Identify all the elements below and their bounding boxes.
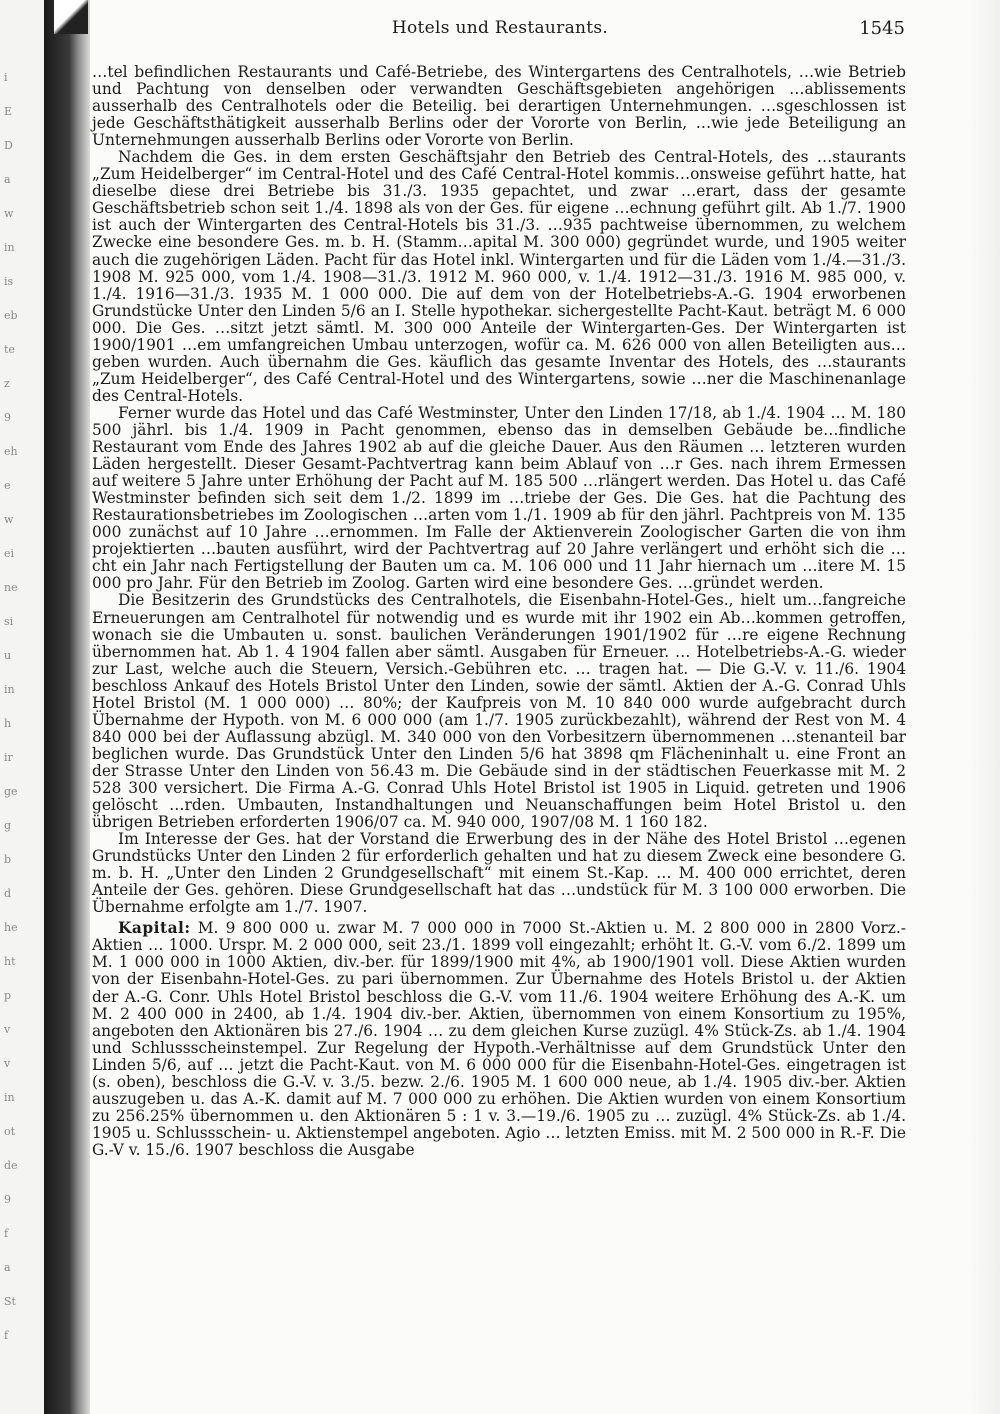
margin-fragment: f — [4, 1227, 9, 1240]
margin-fragment: v — [4, 1023, 11, 1036]
margin-fragment: h — [4, 717, 12, 730]
margin-fragment: w — [4, 513, 14, 526]
margin-fragment: ei — [4, 547, 15, 560]
kapital-text: M. 9 800 000 u. zwar M. 7 000 000 in 7000 St.-Aktien u. M. 2 800 000 in 2800 Vorz.-Aktien … 1000. Urspr. M. 2 000 000, seit 23./1. 1899 voll eingezahlt; erhöht lt. G.-V. vom 6./2. 1899 um M. 1 000 000 in 1000 Aktien, div.-ber. für 1899/1900 mit 4%, ab 1900/1901 voll. Diese Aktien wurden von der Eisenbahn-Hotel-Ges. zu pari übernommen. Zur Übernahme des Hotels Bristol u. der Aktien der A.-G. Conr. Uhls Hotel Bristol beschloss die G.-V. vom 11./6. 1904 weitere Erhöhung des A.-K. um M. 2 400 000 in 2400, ab 1./4. 1904 div.-ber. Aktien, übernommen von einem Konsortium zu 195%, angeboten den Aktionären bis 27./6. 1904 … zu dem gleichen Kurse zuzügl. 4% Stück-Zs. ab 1./4. 1904 und Schlussscheinstempel. Zur Regelung der Hypoth.-Verhältnisse auf dem Grundstück Unter den Linden 5/6, auf … jetzt die Pacht-Kaut. von M. 6 000 000 für die Eisenbahn-Hotel-Ges. eingetragen ist (s. oben), beschloss die G.-V. v. 3./5. bezw. 2./6. 1905 M. 1 600 000 neue, ab 1./4. 1905 div.-ber. Aktien auszugeben u. das A.-K. damit auf M. 7 000 000 zu erhöhen. Die Aktien wurden von einem Konsortium zu 256.25% übernommen u. den Aktionären 5 : 1 v. 3.—19./6. 1905 zu … zuzügl. 4% Stück-Zs. ab 1./4. 1905 u. Schlussschein- u. Aktienstempel angeboten. Agio … letzten Emiss. mit M. 2 500 000 in R.-F. Die G.-V v. 15./6. 1907 beschloss die Ausgabe — [92, 919, 906, 1159]
book-spine-shadow — [44, 0, 90, 1414]
margin-fragment: 9 — [4, 1193, 11, 1206]
margin-fragment: in — [4, 241, 15, 254]
margin-fragment: ge — [4, 785, 18, 798]
facing-page-margin — [0, 0, 44, 1414]
margin-fragment: ot — [4, 1125, 16, 1138]
margin-fragment: 9 — [4, 411, 11, 424]
paragraph-purpose: …tel befindlichen Restaurants und Café-Betriebe, des Wintergartens des Centralhotels, …wie Betrieb und Pachtung von denselben oder verwandten Geschäftsgebieten angehörigen …ablissements ausserhalb des Centralhotels oder die Beteilig. bei derartigen Unternehmungen. …sgeschlossen ist jede Geschäftsthätigkeit ausserhalb Berlins oder der Vororte von Berlin, …wie jede Beteiligung an Unternehmungen ausserhalb Berlins oder Vororte von Berlin. — [92, 63, 906, 150]
margin-fragment: g — [4, 819, 12, 832]
margin-fragment: f — [4, 1329, 9, 1342]
page-edge — [968, 0, 1000, 1414]
margin-fragment: in — [4, 683, 15, 696]
margin-fragment: i — [4, 71, 8, 84]
page-header — [95, 18, 905, 46]
margin-fragment: z — [4, 377, 10, 390]
margin-fragment: ht — [4, 955, 16, 968]
margin-fragment: eh — [4, 445, 18, 458]
margin-fragment: eb — [4, 309, 18, 322]
margin-fragment: a — [4, 1261, 11, 1274]
margin-fragment: e — [4, 479, 11, 492]
paragraph-bristol: Die Besitzerin des Grundstücks des Centralhotels, die Eisenbahn-Hotel-Ges., hielt um…fangreiche Erneuerungen am Centralhotel für notwendig und es wurde mit ihr 1902 ein Ab…kommen getroffen, wonach sie die Umbauten u. sonst. baulichen Veränderungen 1901/1902 für …re eigene Rechnung übernommen hat. Ab 1. 4 1904 fallen aber sämtl. Ausgaben für Erneuer. … Hotelbetriebs-A.-G. wieder zur Last, welche auch die Steuern, Versich.-Gebühren etc. … tragen hat. — Die G.-V. v. 11./6. 1904 beschloss Ankauf des Hotels Bristol Unter den Linden, sowie der sämtl. Aktien der A.-G. Conrad Uhls Hotel Bristol (M. 1 000 000) … 80%; der Kaufpreis von M. 10 840 000 wurde aufgebracht durch Übernahme der Hypoth. von M. 6 000 000 (am 1./7. 1905 zurückbezahlt), während der Rest von M. 4 840 000 bei der Auflassung abzügl. M. 340 000 von den Vorbesitzern übernommenen …stenanteil bar beglichen wurde. Das Grundstück Unter den Linden 5/6 hat 3898 qm Flächeninhalt u. eine Front an der Strasse Unter den Linden von 56.43 m. Die Gebäude sind in der städtischen Feuerkasse mit M. 2 528 300 versichert. Die Firma A.-G. Conrad Uhls Hotel Bristol ist 1905 in Liquid. getreten und 1906 gelöscht …rden. Umbauten, Instandhaltungen und Neuanschaffungen beim Hotel Bristol u. den übrigen Betrieben erforderten 1906/07 ca. M. 940 000, 1907/08 M. 1 160 182. — [92, 591, 906, 832]
paragraph-linden-2: Im Interesse der Ges. hat der Vorstand die Erwerbung des in der Nähe des Hotel Bristol …egenen Grundstücks Unter den Linden 2 für erforderlich gehalten und hat zu diesem Zweck eine besondere G. m. b. H. „Unter den Linden 2 Grundgesellschaft“ mit einem St.-Kap. … M. 400 000 errichtet, deren Anteile der Ges. gehören. Diese Grundgesellschaft hat das …undstück für M. 3 100 000 erworben. Die Übernahme erfolgte am 1./7. 1907. — [92, 830, 906, 917]
margin-fragment: St — [4, 1295, 16, 1308]
paragraph-kapital — [92, 920, 906, 1159]
margin-fragment: te — [4, 343, 15, 356]
margin-fragment: w — [4, 207, 14, 220]
running-title: Hotels und Restaurants. — [391, 18, 609, 38]
body-text — [92, 64, 906, 1159]
margin-fragment: a — [4, 173, 11, 186]
margin-fragment: b — [4, 853, 12, 866]
margin-fragment: is — [4, 275, 14, 288]
paragraph-central-hotel: Nachdem die Ges. in dem ersten Geschäftsjahr den Betrieb des Central-Hotels, des …staurants „Zum Heidelberger“ im Central-Hotel und des Café Central-Hotel kommis…onsweise geführt hatte, hat dieselbe diese drei Betriebe bis 31./3. 1935 gepachtet, und zwar …erart, dass der gesamte Geschäftsbetrieb schon seit 1./4. 1898 als von der Ges. für eigene …echnung geführt gilt. Ab 1./7. 1900 ist auch der Wintergarten des Central-Hotels bis 31./3. …935 pachtweise übernommen, zu welchem Zwecke eine besondere Ges. m. b. H. (Stamm…apital M. 300 000) gegründet wurde, und 1905 weiter auch die zugehörigen Läden. Pacht für das Hotel inkl. Wintergarten und für die Läden vom 1./4.—31./3. 1908 M. 925 000, vom 1./4. 1908—31./3. 1912 M. 960 000, v. 1./4. 1912—31./3. 1916 M. 985 000, v. 1./4. 1916—31./3. 1935 M. 1 000 000. Die auf dem von der Hotelbetriebs-A.-G. 1904 erworbenen Grundstücke Unter den Linden 5/6 an I. Stelle hypothekar. sichergestellte Pacht-Kaut. beträgt M. 6 000 000. Die Ges. …sitzt jetzt sämtl. M. 300 000 Anteile der Wintergarten-Ges. Der Wintergarten ist 1900/1901 …em umfangreichen Umbau unterzogen, wofür ca. M. 626 000 von allen Beteiligten aus…geben wurden. Auch übernahm die Ges. käuflich das gesamte Inventar des Hotels, des …staurants „Zum Heidelberger“, des Café Central-Hotel und des Wintergartens, sowie …ner die Maschinenanlage des Central-Hotels. — [92, 148, 906, 405]
paragraph-westminster: Ferner wurde das Hotel und das Café Westminster, Unter den Linden 17/18, ab 1./4. 1904 … M. 180 500 jährl. bis 1./4. 1909 in Pacht genommen, ebenso das in demselben Gebäude be…findliche Restaurant vom Ende des Jahres 1902 ab auf die gleiche Dauer. Aus den Räumen … letzteren wurden Läden hergestellt. Dieser Gesamt-Pachtvertrag kann beim Ablauf von …r Ges. nach ihrem Ermessen auf weitere 5 Jahre unter Erhöhung der Pacht auf M. 185 500 …rlängert werden. Das Hotel u. das Café Westminster befinden sich seit dem 1./2. 1899 im …triebe der Ges. Die Ges. hat die Pachtung des Restaurationsbetriebes im Zoologischen …arten vom 1./1. 1909 ab für den jährl. Pachtpreis von M. 135 000 zunächst auf 10 Jahre …ernommen. Im Falle der Aktienverein Zoologischer Garten die von ihm projektierten …bauten ausführt, wird der Pachtvertrag auf 20 Jahre verlängert und erhöht sich die …cht ein Jahr nach Fertigstellung der Bauten um ca. M. 106 000 und 11 Jahr hiernach um …itere M. 15 000 pro Jahr. Für den Betrieb im Zoolog. Garten wird eine besondere Ges. …gründet werden. — [92, 403, 906, 593]
margin-fragment: u — [4, 649, 12, 662]
margin-fragment: ir — [4, 751, 13, 764]
page-number: 1545 — [859, 18, 905, 39]
margin-fragment: si — [4, 615, 14, 628]
margin-fragment: d — [4, 887, 12, 900]
margin-fragment: p — [4, 989, 12, 1002]
margin-fragment: de — [4, 1159, 18, 1172]
margin-fragment: in — [4, 1091, 15, 1104]
margin-fragment: he — [4, 921, 18, 934]
folded-corner — [54, 0, 88, 34]
margin-fragment: v — [4, 1057, 11, 1070]
margin-fragment: D — [4, 139, 13, 152]
kapital-label: Kapital: — [118, 919, 191, 938]
margin-fragment: E — [4, 105, 13, 118]
margin-fragment: ne — [4, 581, 18, 594]
